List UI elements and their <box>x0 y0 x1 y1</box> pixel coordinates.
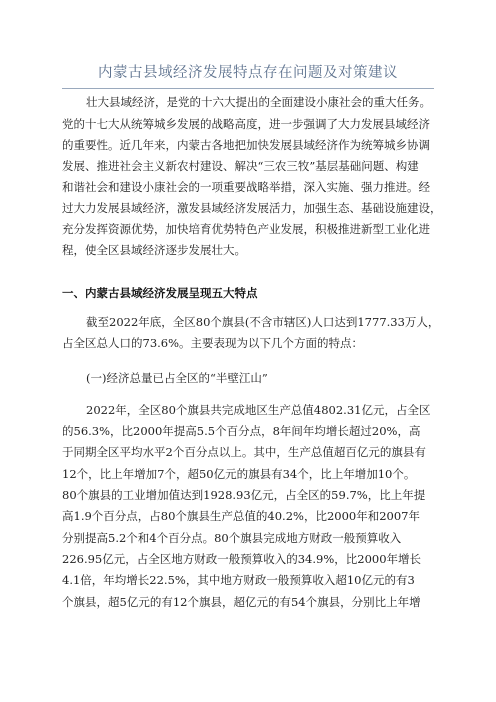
body-line: 80个旗县的工业增加值达到1928.93亿元，占全区的59.7%，比上年提 <box>62 488 426 502</box>
intro-line: 充分发挥资源优势，加快培育优势特色产业发展，积极推进新型工业化进 <box>62 222 430 236</box>
document-title: 内蒙古县域经济发展特点存在问题及对策建议 <box>98 65 398 81</box>
body-line: 12个，比上年增加7个，超50亿元的旗县有34个，比上年增加10个。 <box>62 467 416 481</box>
intro-line: 程，使全区县域经济逐步发展壮大。 <box>62 243 246 257</box>
section-heading: 一、内蒙古县域经济发展呈现五大特点 <box>62 286 258 300</box>
body-line: 的56.3%，比2000年提高5.5个百分点，8年间年均增长超过20%，高 <box>62 424 421 438</box>
body-line: 个旗县，超5亿元的有12个旗县，超亿元的有54个旗县，分别比上年增 <box>62 595 421 609</box>
body-line: 高1.9个百分点，占80个旗县生产总值的40.2%，比2000年和2007年 <box>62 509 420 523</box>
intro-line: 壮大县域经济，是党的十六大提出的全面建设小康社会的重大任务。 <box>86 95 431 109</box>
body-line: 4.1倍，年均增长22.5%，其中地方财政一般预算收入超10亿元的有3 <box>62 573 415 587</box>
section-line: 截至2022年底，全区80个旗县(不含市辖区)人口达到1777.33万人， <box>86 315 440 329</box>
title-underline <box>62 88 434 89</box>
section-line: 占全区总人口的73.6%。主要表现为以下几个方面的特点： <box>62 336 364 350</box>
body-line: 于同期全区平均水平2个百分点以上。其中，生产总值超百亿元的旗县有 <box>62 445 426 459</box>
body-line: 226.95亿元，占全区地方财政一般预算收入的34.9%，比2000年增长 <box>62 552 422 566</box>
subsection-heading: (一)经济总量已占全区的“半壁江山” <box>86 371 268 385</box>
intro-line: 党的十七大从统筹城乡发展的战略高度，进一步强调了大力发展县域经济 <box>62 117 430 131</box>
intro-line: 过大力发展县域经济，激发县域经济发展活力，加强生态、基础设施建设， <box>62 201 442 215</box>
body-line: 2022年，全区80个旗县共完成地区生产总值4802.31亿元，占全区 <box>86 403 431 417</box>
intro-line: 的重要性。近几年来，内蒙古各地把加快发展县域经济作为统筹城乡协调 <box>62 138 430 152</box>
intro-line: 和谐社会和建设小康社会的一项重要战略举措，深入实施、强力推进。经 <box>62 180 430 194</box>
body-line: 分别提高5.2个和4个百分点。80个旗县完成地方财政一般预算收入 <box>62 531 402 545</box>
intro-line: 发展、推进社会主义新农村建设、解决“三农三牧”基层基础问题、构建 <box>62 159 419 173</box>
